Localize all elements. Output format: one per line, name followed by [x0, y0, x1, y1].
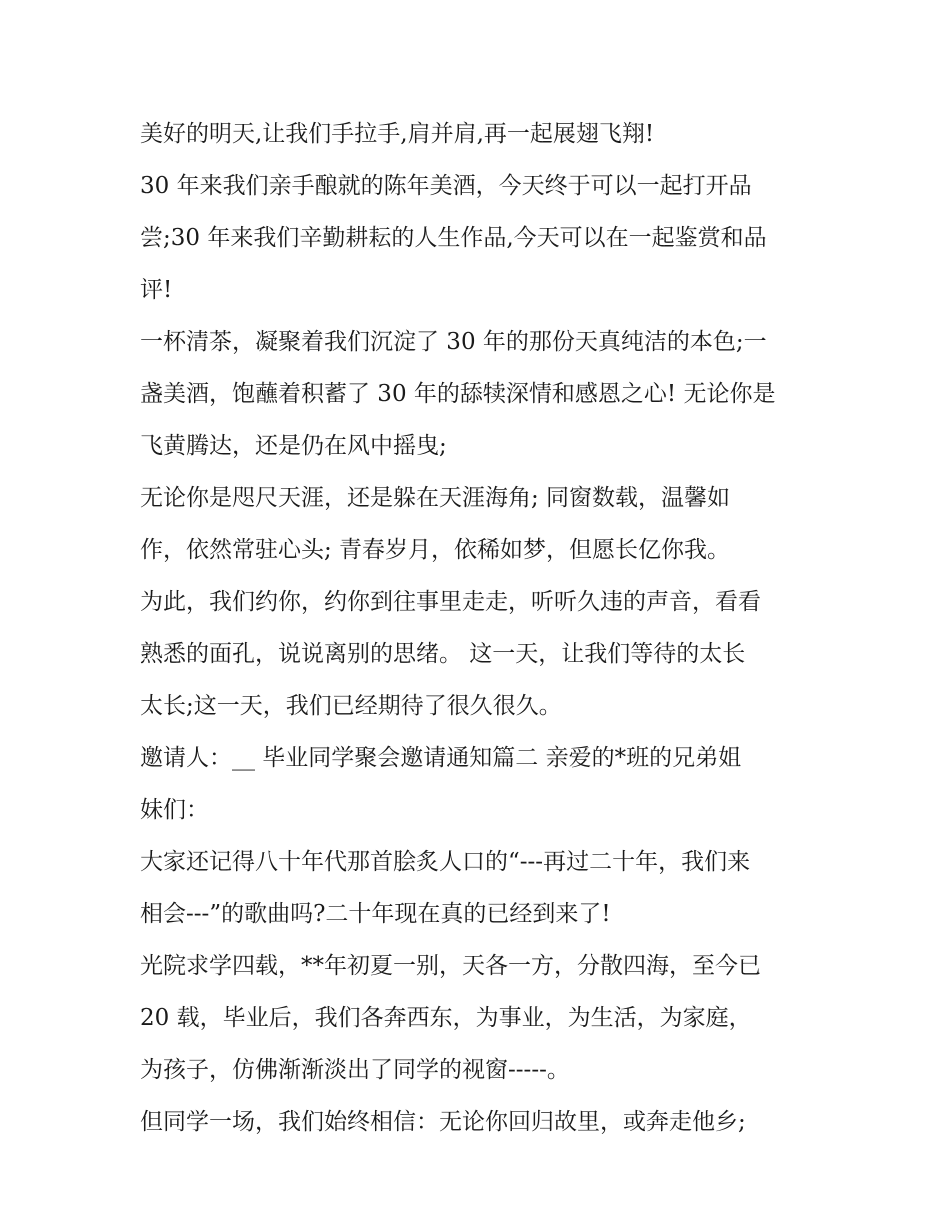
text-line: 太长;这一天，我们已经期待了很久很久。	[140, 693, 562, 719]
text-line: 妹们：	[140, 797, 209, 823]
text-line: 为孩子，仿佛渐渐淡出了同学的视窗-----。	[140, 1057, 570, 1083]
text-line: 尝;30 年来我们辛勤耕耘的人生作品,今天可以在一起鉴赏和品	[140, 225, 767, 251]
text-line: 30 年来我们亲手酿就的陈年美酒，今天终于可以一起打开品	[140, 173, 752, 199]
text-line: 作，依然常驻心头; 青春岁月，依稀如梦，但愿长亿你我。	[140, 537, 731, 563]
text-line: 光院求学四载，**年初夏一别，天各一方，分散四海，至今已	[140, 953, 761, 979]
text-line: 相会---”的歌曲吗?二十年现在真的已经到来了!	[140, 901, 611, 927]
text-line: 无论你是咫尺天涯，还是躲在天涯海角; 同窗数载，温馨如	[140, 485, 731, 511]
text-line: 美好的明天,让我们手拉手,肩并肩,再一起展翅飞翔!	[140, 121, 655, 147]
text-line: 大家还记得八十年代那首脍炙人口的“---再过二十年，我们来	[140, 849, 751, 875]
text-line: 但同学一场，我们始终相信：无论你回归故里，或奔走他乡;	[140, 1109, 746, 1135]
text-line: 盏美酒，饱蘸着积蓄了 30 年的舔犊深情和感恩之心! 无论你是	[140, 381, 776, 407]
text-line: 邀请人：__ 毕业同学聚会邀请通知篇二 亲爱的*班的兄弟姐	[140, 745, 742, 771]
text-line: 为此，我们约你，约你到往事里走走，听听久违的声音，看看	[140, 589, 761, 615]
text-line: 熟悉的面孔，说说离别的思绪。 这一天，让我们等待的太长	[140, 641, 746, 667]
text-line: 飞黄腾达，还是仍在风中摇曳;	[140, 433, 447, 459]
text-line: 一杯清茶，凝聚着我们沉淀了 30 年的那份天真纯洁的本色;一	[140, 329, 767, 355]
text-line: 评!	[140, 277, 173, 303]
text-line: 20 载，毕业后，我们各奔西东，为事业，为生活，为家庭，	[140, 1005, 752, 1031]
document-body	[140, 108, 820, 1148]
